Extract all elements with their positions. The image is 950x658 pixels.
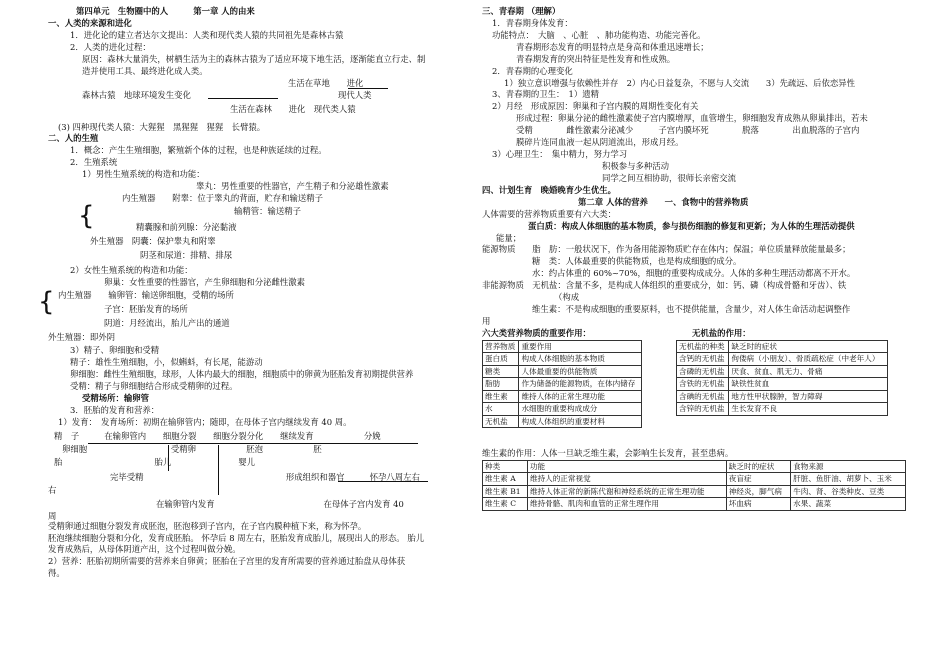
nutrient-sugar: 糖 类：人体最重要的供能物质，也是构成细胞的成分。 bbox=[532, 256, 742, 267]
paragraph: 2）营养：胚胎初期所需要的营养来自卵黄；胚胎在子宫里的发育所需要的营养通过胎盘从母体获 bbox=[48, 556, 406, 567]
table-cell: 牛肉、肾、谷类种皮、豆类 bbox=[791, 485, 906, 497]
table-cell: 含碘的无机盐 bbox=[677, 390, 729, 402]
table-cell: 无机盐 bbox=[483, 415, 519, 427]
arrow-line bbox=[338, 481, 428, 482]
table-cell: 缺铁性贫血 bbox=[729, 378, 888, 390]
paragraph: 2．人类的进化过程： bbox=[70, 41, 151, 52]
table-cell: 脂肪 bbox=[483, 378, 519, 390]
table-cell: 维生素 B1 bbox=[483, 485, 528, 497]
diagram-label: 内生殖器 输卵管：输送卵细胞，受精的场所 bbox=[58, 290, 234, 301]
table-cell: 糖类 bbox=[483, 365, 519, 377]
diagram-label: 卵巢：女性重要的性器官，产生卵细胞和分泌雌性激素 bbox=[104, 277, 305, 288]
table-title: 无机盐的作用： bbox=[692, 327, 751, 338]
paragraph: 1．概念：产生生殖细胞，繁殖新个体的过程，也是种族延续的过程。 bbox=[70, 145, 327, 156]
diagram-label: 胎 胎儿 婴儿 bbox=[54, 456, 255, 467]
table-cell: 维持人体正常的新陈代谢和神经系统的正常生理功能 bbox=[527, 485, 726, 497]
evolution-diagram bbox=[48, 78, 474, 122]
table-cell: 功能 bbox=[527, 460, 726, 472]
diagram-label: 输精管：输送精子 bbox=[234, 206, 301, 217]
table-cell: 含钙的无机盐 bbox=[677, 353, 729, 365]
paragraph: 膜碎片连同血液一起从阴道流出，形成月经。 bbox=[516, 137, 684, 148]
diagram-label: 生活在森林 进化 现代类人猿 bbox=[230, 103, 356, 114]
table-cell: 夜盲症 bbox=[726, 473, 790, 485]
paragraph: 青春期形态发育的明显特点是身高和体重迅速增长； bbox=[516, 41, 709, 52]
paragraph: 3、青春期的卫生： 1）遗精 bbox=[492, 89, 599, 100]
table-cell: 构成人体组织的重要材料 bbox=[519, 415, 642, 427]
diagram-label: 在输卵管内发育 在母体子宫内发育 40 bbox=[156, 498, 404, 509]
paragraph: 卵细胞：雌性生殖细胞，球形，人体内最大的细胞，细胞质中的卵黄为胚胎发育初期提供营养 bbox=[70, 368, 414, 379]
paragraph: 精子：雄性生殖细胞，小，似蝌蚪，有长尾，能游动 bbox=[70, 356, 263, 367]
paragraph: 1）男性生殖系统的构造和功能： bbox=[82, 169, 205, 180]
section-heading: 二、人的生殖 bbox=[48, 133, 99, 144]
table-row bbox=[677, 353, 888, 365]
paragraph: 2）月经 形成原因：卵巢和子宫内膜的周期性变化有关 bbox=[492, 101, 699, 112]
diagram-label: 1）发育： 发育场所：初期在输卵管内；随即，在母体子宫内继续发育 40 周。 bbox=[58, 416, 352, 427]
diagram-label: 森林古猿 地球环境发生变化 bbox=[82, 89, 191, 100]
paragraph: 青春期发育的突出特征是性发育和性成熟。 bbox=[516, 53, 676, 64]
paragraph: 用 bbox=[482, 315, 491, 326]
table-cell: 维生素 C bbox=[483, 498, 528, 510]
arrow-line bbox=[168, 445, 169, 471]
section-heading: 一、人类的来源和进化 bbox=[48, 17, 132, 28]
paragraph: 1．进化论的建立者达尔文提出：人类和现代类人猿的共同祖先是森林古猿 bbox=[70, 29, 344, 40]
nutrients-table bbox=[482, 340, 642, 428]
paragraph: 2．青春期的心理变化 bbox=[492, 65, 573, 76]
paragraph: 胚泡继续细胞分裂和分化，发育成胚胎。 怀孕后 8 周左右，胚胎发育成胎儿，展现出人的形态。 胎儿 bbox=[48, 532, 425, 543]
paragraph: 造并使用工具、最终进化成人类。 bbox=[82, 65, 208, 76]
nutrient-protein: 蛋白质：构成人体细胞的基本物质，参与损伤细胞的修复和更新；为人体的生理活动提供 bbox=[528, 220, 855, 231]
table-row bbox=[483, 498, 906, 510]
table-cell: 维持人体的正常生理功能 bbox=[519, 390, 642, 402]
arrow-line bbox=[208, 98, 278, 99]
table-cell: 水果、蔬菜 bbox=[791, 498, 906, 510]
table-row bbox=[483, 340, 642, 352]
diagram-label: 精 子 在输卵管内 细胞分裂 细胞分裂分化 继续发育 分娩 bbox=[54, 430, 381, 441]
table-cell: 坏血病 bbox=[726, 498, 790, 510]
paragraph: 3．胚胎的发育和营养： bbox=[70, 404, 160, 415]
paragraph: 受精场所：输卵管 bbox=[82, 392, 149, 403]
table-cell: 含锌的无机盐 bbox=[677, 403, 729, 415]
section-heading: 三、青春期 （理解） bbox=[482, 6, 561, 16]
right-column bbox=[482, 6, 910, 658]
table-row bbox=[677, 340, 888, 352]
tables-row bbox=[482, 328, 910, 448]
table-cell: 生长发育不良 bbox=[729, 403, 888, 415]
paragraph: （构成 bbox=[554, 292, 580, 303]
diagram-label: 完毕受精 形成组织和器官 怀孕八周左右 bbox=[110, 471, 420, 482]
table-cell: 维持骨骼、肌肉和血管的正常生理作用 bbox=[527, 498, 726, 510]
table-cell: 厌食、贫血、肌无力、骨痛 bbox=[729, 365, 888, 377]
diagram-label: 精囊腺和前列腺：分泌黏液 bbox=[136, 222, 237, 233]
paragraph: 受精：精子与卵细胞结合形成受精卵的过程。 bbox=[70, 380, 238, 391]
table-cell: 含磷的无机盐 bbox=[677, 365, 729, 377]
diagram-label: 内生殖器 附睾：位于睾丸的背面，贮存和输送精子 bbox=[122, 193, 323, 204]
nutrient-mineral bbox=[482, 280, 910, 292]
table-cell: 维生素 A bbox=[483, 473, 528, 485]
table-cell: 佝偻病（小朋友）、骨质疏松症（中老年人） bbox=[729, 353, 888, 365]
table-row bbox=[677, 378, 888, 390]
paragraph: 受精卵通过细胞分裂发育成胚泡，胚泡移到子宫内，在子宫内膜种植下来，称为怀孕。 bbox=[48, 520, 367, 531]
paragraph: 发育成熟后，从母体阴道产出，这个过程叫做分娩。 bbox=[48, 544, 241, 555]
paragraph: 1）独立意识增强与依赖性并存 2）内心日益复杂，不愿与人交流 3）先疏远、后依恋异性 bbox=[504, 77, 855, 88]
table-row bbox=[677, 403, 888, 415]
vitamins-table bbox=[482, 460, 906, 511]
table-cell: 营养物质 bbox=[483, 340, 519, 352]
diagram-label: 子宫：胚胎发育的场所 bbox=[104, 304, 188, 315]
paragraph: 脂 肪：一般状况下，作为备用能源物质贮存在体内；保温；单位质量释放能量最多； bbox=[532, 244, 851, 255]
table-cell: 缺乏时的症状 bbox=[726, 460, 790, 472]
table-cell: 水 bbox=[483, 403, 519, 415]
table-row bbox=[677, 365, 888, 377]
paragraph: 同学之间互相协助，很师长亲密交流 bbox=[602, 172, 736, 183]
diagram-label: 卵细胞 受精卵 胚泡 胚 bbox=[62, 443, 356, 454]
diagram-label: 阴茎和尿道：排精、排尿 bbox=[140, 250, 233, 261]
table-cell: 构成人体细胞的基本物质 bbox=[519, 353, 642, 365]
table-row bbox=[483, 473, 906, 485]
table-row bbox=[483, 390, 642, 402]
table-cell: 无机盐的种类 bbox=[677, 340, 729, 352]
paragraph: 积极参与多种活动 bbox=[602, 160, 669, 171]
table-row bbox=[483, 403, 642, 415]
left-column bbox=[38, 6, 474, 658]
paragraph: 得。 bbox=[48, 568, 65, 579]
brace-icon: { bbox=[38, 287, 55, 318]
table-cell: 水细胞的重要构成成分 bbox=[519, 403, 642, 415]
paragraph: 维生素的作用：人体一旦缺乏维生素，会影响生长发育，甚至患病。 bbox=[482, 447, 734, 458]
paragraph: 能量； bbox=[496, 232, 522, 243]
diagram-label: 外生殖器 阴囊：保护睾丸和附睾 bbox=[90, 236, 216, 247]
diagram-label: 睾丸：男性重要的性器官，产生精子和分泌雄性激素 bbox=[196, 181, 389, 192]
table-row bbox=[677, 390, 888, 402]
chapter-title: 第二章 人体的营养 一、食物中的营养物质 bbox=[578, 196, 749, 207]
arrow-line bbox=[218, 445, 219, 495]
table-cell: 食物来源 bbox=[791, 460, 906, 472]
table-row bbox=[483, 460, 906, 472]
paragraph: 原因：森林大量消失，树栖生活为主的森林古猿为了适应环境下地生活，逐渐能直立行走、制 bbox=[82, 53, 426, 64]
table-cell: 作为储备的能源物质，在体内储存 bbox=[519, 378, 642, 390]
table-cell: 人体最重要的供能物质 bbox=[519, 365, 642, 377]
category-label: 能源物质 bbox=[482, 244, 516, 255]
minerals-table bbox=[676, 340, 888, 416]
brace-icon: { bbox=[78, 201, 95, 232]
table-row bbox=[483, 378, 642, 390]
table-cell: 缺乏时的症状 bbox=[729, 340, 888, 352]
paragraph: 2）女性生殖系统的构造和功能： bbox=[70, 265, 193, 276]
table-cell: 蛋白质 bbox=[483, 353, 519, 365]
table-row bbox=[483, 485, 906, 497]
table-row bbox=[483, 415, 642, 427]
unit-title: 第四单元 生物圈中的人 第一章 人的由来 bbox=[76, 6, 255, 16]
embryo-development-diagram bbox=[48, 417, 474, 521]
table-cell: 重要作用 bbox=[519, 340, 642, 352]
nutrient-vitamin: 维生素：不是构成细胞的重要原料，也不提供能量，含量少，对人体生命活动起调整作 bbox=[532, 304, 851, 315]
diagram-label: 右 bbox=[48, 484, 57, 495]
category-label: 非能源物质 bbox=[482, 280, 524, 291]
table-row bbox=[483, 353, 642, 365]
arrow-line bbox=[348, 88, 388, 89]
male-reproductive-diagram bbox=[48, 181, 474, 265]
table-cell: 种类 bbox=[483, 460, 528, 472]
table-cell: 维持人的正常视觉 bbox=[527, 473, 726, 485]
table-cell: 维生素 bbox=[483, 390, 519, 402]
paragraph: 3）心理卫生： 集中精力，努力学习 bbox=[492, 149, 628, 160]
paragraph: 受精 雌性激素分泌减少 子宫内膜坏死 脱落 出血脱落的子宫内 bbox=[516, 125, 860, 136]
paragraph: 无机盐：含量不多，是构成人体组织的重要成分，如：钙、磷（构成骨骼和牙齿）、铁 bbox=[532, 280, 847, 291]
table-cell: 含铁的无机盐 bbox=[677, 378, 729, 390]
section-heading: 四、计划生育 晚婚晚育少生优生。 bbox=[482, 184, 616, 195]
diagram-label: 周 bbox=[48, 510, 57, 521]
diagram-label: 阴道：月经流出，胎儿产出的通道 bbox=[104, 318, 230, 329]
table-cell: 肝脏、鱼肝油、胡萝卜、玉米 bbox=[791, 473, 906, 485]
paragraph: 人体需要的营养物质重要有六大类： bbox=[482, 208, 616, 219]
diagram-label: 现代人类 bbox=[338, 89, 372, 100]
table-cell: 神经炎，脚气病 bbox=[726, 485, 790, 497]
paragraph: 形成过程：卵巢分泌的雌性激素使子宫内膜增厚，血管增生，卵细胞发育成熟从卵巢排出，若未 bbox=[516, 113, 868, 124]
diagram-label: 外生殖器：即外阴 bbox=[48, 332, 115, 343]
paragraph: (3) 四种现代类人猿：大猩猩 黑猩猩 猩猩 长臂猿。 bbox=[58, 121, 266, 132]
paragraph: 功能特点： 大脑 、心脏 、肺功能构造、功能完善化。 bbox=[492, 29, 706, 40]
paragraph: 2．生殖系统 bbox=[70, 157, 118, 168]
female-reproductive-diagram bbox=[38, 277, 474, 345]
paragraph: 3）精子、卵细胞和受精 bbox=[70, 345, 160, 356]
paragraph: 1．青春期身体发育： bbox=[492, 17, 573, 28]
nutrient-fat bbox=[482, 244, 910, 256]
table-cell: 地方性甲状腺肿，智力障碍 bbox=[729, 390, 888, 402]
nutrient-water: 水：约占体重的 60%~70%，细胞的重要构成成分。人体的多种生理活动都离不开水。 bbox=[532, 268, 856, 279]
diagram-label: 生活在草地 进化 bbox=[288, 77, 364, 88]
table-row bbox=[483, 365, 642, 377]
arrow-line bbox=[88, 443, 418, 444]
table-title: 六大类营养物质的重要作用： bbox=[482, 327, 591, 338]
